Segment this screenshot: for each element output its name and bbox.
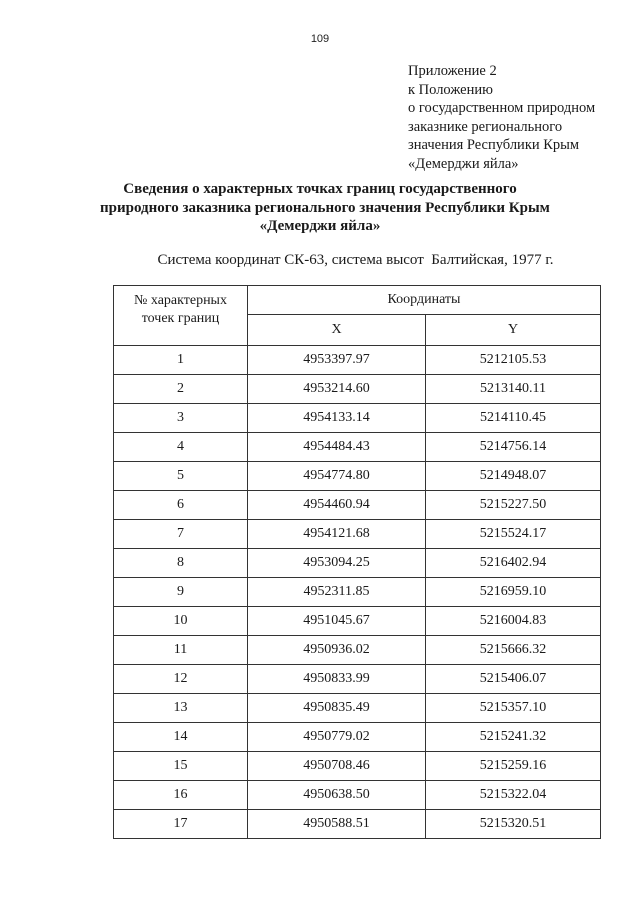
point-number-cell: 6 [114,491,248,520]
table-row [114,462,601,491]
point-number-cell: 8 [114,549,248,578]
y-coordinate-cell: 5215259.16 [426,752,601,781]
table-row [114,404,601,433]
point-number-cell: 3 [114,404,248,433]
x-coordinate-cell: 4952311.85 [248,578,426,607]
point-number-cell: 13 [114,694,248,723]
point-number-cell: 12 [114,665,248,694]
table-row [114,549,601,578]
x-coordinate-cell: 4951045.67 [248,607,426,636]
title-line: природного заказника регионального значения Республики Крым [100,199,550,216]
table-row [114,752,601,781]
x-coordinate-cell: 4954460.94 [248,491,426,520]
appendix-line: «Демерджи яйла» [408,155,519,172]
table-row [114,375,601,404]
table-body [114,346,601,839]
point-number-cell: 15 [114,752,248,781]
y-coordinate-cell: 5216402.94 [426,549,601,578]
point-number-cell: 7 [114,520,248,549]
table-row [114,781,601,810]
table-row [114,723,601,752]
header-point-line: точек границ [141,311,220,326]
table-row [114,665,601,694]
appendix-line: Приложение 2 [408,63,497,79]
x-coordinate-cell: 4950638.50 [248,781,426,810]
y-coordinate-cell: 5215666.32 [426,636,601,665]
y-coordinate-cell: 5216004.83 [426,607,601,636]
table-row [114,578,601,607]
y-coordinate-cell: 5214948.07 [426,462,601,491]
y-coordinate-cell: 5215227.50 [426,491,601,520]
y-coordinate-cell: 5216959.10 [426,578,601,607]
coordinates-table [113,285,601,839]
y-coordinate-cell: 5215241.32 [426,723,601,752]
table-row [114,346,601,375]
title-line: «Демерджи яйла» [259,218,381,234]
y-coordinate-cell: 5215320.51 [426,810,601,839]
y-coordinate-cell: 5214756.14 [426,433,601,462]
y-coordinate-cell: 5215524.17 [426,520,601,549]
table-row [114,810,601,839]
appendix-note [408,62,633,173]
header-point-number [114,286,248,346]
y-coordinate-cell: 5215357.10 [426,694,601,723]
header-point-line: № характерных [134,293,227,308]
y-coordinate-cell: 5215406.07 [426,665,601,694]
point-number-cell: 17 [114,810,248,839]
y-coordinate-cell: 5212105.53 [426,346,601,375]
y-coordinate-cell: 5213140.11 [426,375,601,404]
appendix-line: заказнике регионального [408,118,563,135]
x-coordinate-cell: 4954484.43 [248,433,426,462]
point-number-cell: 10 [114,607,248,636]
header-y: Y [426,315,601,346]
point-number-cell: 9 [114,578,248,607]
title-line: Сведения о характерных точках границ государственного [123,181,517,197]
x-coordinate-cell: 4950779.02 [248,723,426,752]
point-number-cell: 1 [114,346,248,375]
y-coordinate-cell: 5215322.04 [426,781,601,810]
appendix-line: к Положению [408,81,493,98]
x-coordinate-cell: 4950588.51 [248,810,426,839]
header-coordinates: Координаты [248,286,601,315]
x-coordinate-cell: 4954774.80 [248,462,426,491]
page-number: 109 [310,33,330,45]
appendix-line: о государственном природном [408,100,596,116]
table-row [114,636,601,665]
appendix-line: значения Республики Крым [408,137,580,153]
document-title [100,180,550,236]
table-row [114,491,601,520]
point-number-cell: 4 [114,433,248,462]
x-coordinate-cell: 4950833.99 [248,665,426,694]
coordinate-system-caption: Система координат СК-63, система высот Балтийская, 1977 г. [157,252,554,268]
x-coordinate-cell: 4950835.49 [248,694,426,723]
point-number-cell: 11 [114,636,248,665]
x-coordinate-cell: 4953214.60 [248,375,426,404]
table-row [114,607,601,636]
x-coordinate-cell: 4954133.14 [248,404,426,433]
y-coordinate-cell: 5214110.45 [426,404,601,433]
point-number-cell: 16 [114,781,248,810]
table-row [114,520,601,549]
point-number-cell: 2 [114,375,248,404]
x-coordinate-cell: 4953397.97 [248,346,426,375]
point-number-cell: 14 [114,723,248,752]
x-coordinate-cell: 4954121.68 [248,520,426,549]
table-row [114,694,601,723]
x-coordinate-cell: 4950708.46 [248,752,426,781]
point-number-cell: 5 [114,462,248,491]
x-coordinate-cell: 4950936.02 [248,636,426,665]
table-row [114,433,601,462]
header-x: X [248,315,426,346]
x-coordinate-cell: 4953094.25 [248,549,426,578]
